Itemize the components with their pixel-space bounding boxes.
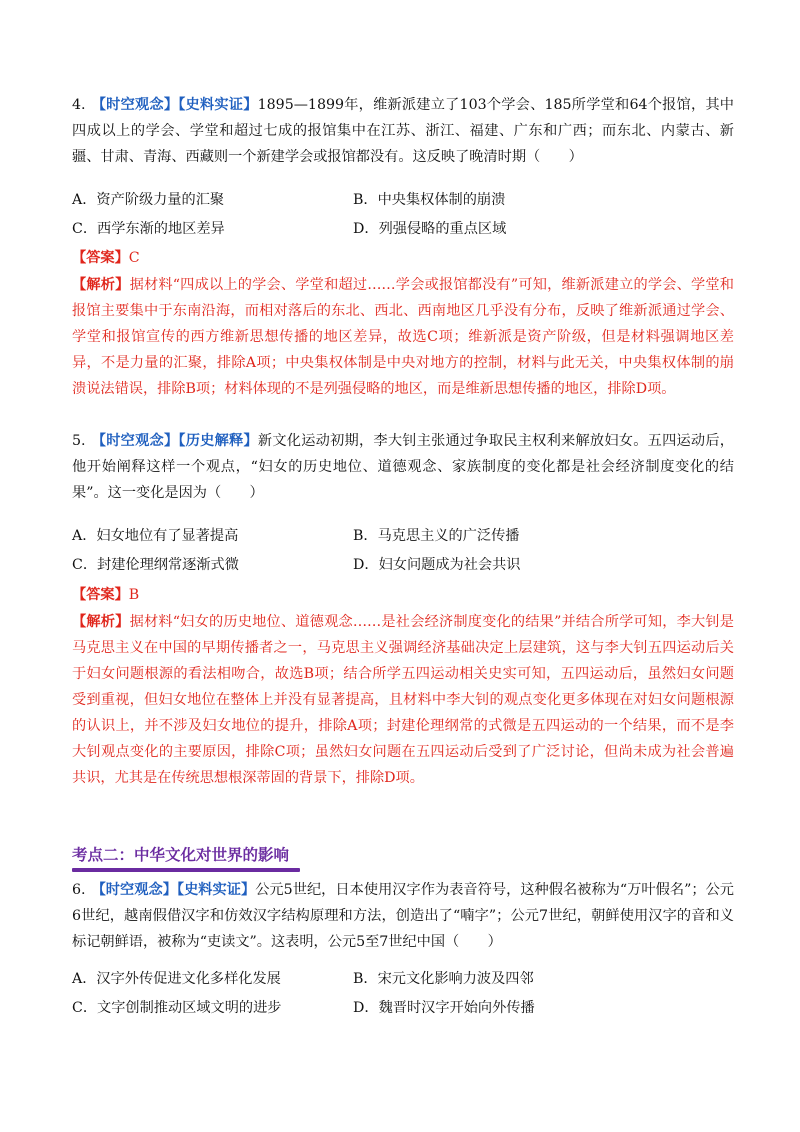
option-b[interactable]: B．宋元文化影响力波及四邻 xyxy=(353,970,534,987)
question-text: 新文化运动初期，李大钊主张通过争取民主权利来解放妇女。五四运动后，他开始阐释这样一个观点，“妇女的历史地位、道德观念、家族制度的变化都是社会经济制度变化的结果”。这一变化是因为（ ） xyxy=(72,433,734,501)
tag-space-time: 【时空观念】 xyxy=(91,433,179,449)
explanation-text: 据材料“妇女的历史地位、道德观念……是社会经济制度变化的结果”并结合所学可知，李大钊是马克思主义在中国的早期传播者之一，马克思主义强调经济基础决定上层建筑，这与李大钊五四运动后关于妇女问题根源的看法相吻合，故选B项；结合所学五四运动相关史实可知，五四运动后，虽然妇女问题受到重视，但妇女地位在整体上并没有显著提高，且材料中李大钊的观点变化更多体现在对妇女问题根源的认识上，并不涉及妇女地位的提升，排除A项；封建伦理纲常的式微是五四运动的一个结果，而不是李大钊观点变化的主要原因，排除C项；虽然妇女问题在五四运动后受到了广泛讨论，但尚未成为社会普遍共识，尤其是在传统思想根深蒂固的背景下，排除D项。 xyxy=(72,614,734,786)
option-d[interactable]: D．列强侵略的重点区域 xyxy=(353,220,507,237)
question-number: 6. xyxy=(72,882,86,898)
option-b[interactable]: B．马克思主义的广泛传播 xyxy=(353,527,520,544)
tag-space-time: 【时空观念】 xyxy=(91,882,177,898)
question-4-options xyxy=(72,185,734,243)
question-6-stem xyxy=(72,877,734,955)
answer-value: B xyxy=(128,587,140,603)
question-6-options xyxy=(72,964,734,1022)
tag-interpretation: 【历史解释】 xyxy=(178,433,258,449)
answer-label: 【答案】 xyxy=(72,587,129,603)
question-4-answer xyxy=(72,245,140,271)
option-d[interactable]: D．魏晋时汉字开始向外传播 xyxy=(353,999,535,1016)
question-5-stem xyxy=(72,428,734,506)
question-4-explanation xyxy=(72,272,734,402)
tag-evidence: 【史料实证】 xyxy=(178,97,258,113)
explanation-label: 【解析】 xyxy=(72,277,130,293)
section-title: 考点二：中华文化对世界的影响 xyxy=(72,846,290,864)
option-d[interactable]: D．妇女问题成为社会共识 xyxy=(353,556,521,573)
option-c[interactable]: C．西学东渐的地区差异 xyxy=(72,220,225,237)
option-a[interactable]: A．资产阶级力量的汇聚 xyxy=(72,191,225,208)
explanation-label: 【解析】 xyxy=(72,614,130,630)
answer-label: 【答案】 xyxy=(72,250,129,266)
option-c[interactable]: C．文字创制推动区域文明的进步 xyxy=(72,999,282,1016)
section-underline xyxy=(72,868,300,872)
question-5-answer xyxy=(72,582,139,608)
question-number: 5. xyxy=(72,433,86,449)
question-text: 公元5世纪，日本使用汉字作为表音符号，这种假名被称为“万叶假名”；公元6世纪，越南假借汉字和仿效汉字结构原理和方法，创造出了“喃字”；公元7世纪，朝鲜使用汉字的音和义标记朝鲜语，被称为“吏读文”。这表明，公元5至7世纪中国（ ） xyxy=(72,882,734,950)
question-5-options xyxy=(72,521,734,579)
tag-space-time: 【时空观念】 xyxy=(91,97,179,113)
answer-value: C xyxy=(128,250,140,266)
explanation-text: 据材料“四成以上的学会、学堂和超过……学会或报馆都没有”可知，维新派建立的学会、学堂和报馆主要集中于东南沿海，而相对落后的东北、西北、西南地区几乎没有分布，反映了维新派通过学会、学堂和报馆宣传的西方维新思想传播的地区差异，故选C项；维新派是资产阶级，但是材料强调地区差异，不是力量的汇聚，排除A项；中央集权体制是中央对地方的控制，材料与此无关，中央集权体制的崩溃说法错误，排除B项；材料体现的不是列强侵略的地区，而是维新思想传播的地区，排除D项。 xyxy=(72,277,734,397)
question-5-explanation xyxy=(72,609,734,791)
option-c[interactable]: C．封建伦理纲常逐渐式微 xyxy=(72,556,239,573)
tag-evidence: 【史料实证】 xyxy=(176,882,256,898)
option-a[interactable]: A．妇女地位有了显著提高 xyxy=(72,527,239,544)
option-b[interactable]: B．中央集权体制的崩溃 xyxy=(353,191,506,208)
question-number: 4. xyxy=(72,97,86,113)
section-heading xyxy=(72,843,300,872)
question-text: 1895—1899年，维新派建立了103个学会、185所学堂和64个报馆，其中四成以上的学会、学堂和超过七成的报馆集中在江苏、浙江、福建、广东和广西；而东北、内蒙古、新疆、甘肃、青海、西藏则一个新建学会或报馆都没有。这反映了晚清时期（ ） xyxy=(72,97,734,165)
option-a[interactable]: A．汉字外传促进文化多样化发展 xyxy=(72,970,281,987)
question-4-stem xyxy=(72,92,734,170)
